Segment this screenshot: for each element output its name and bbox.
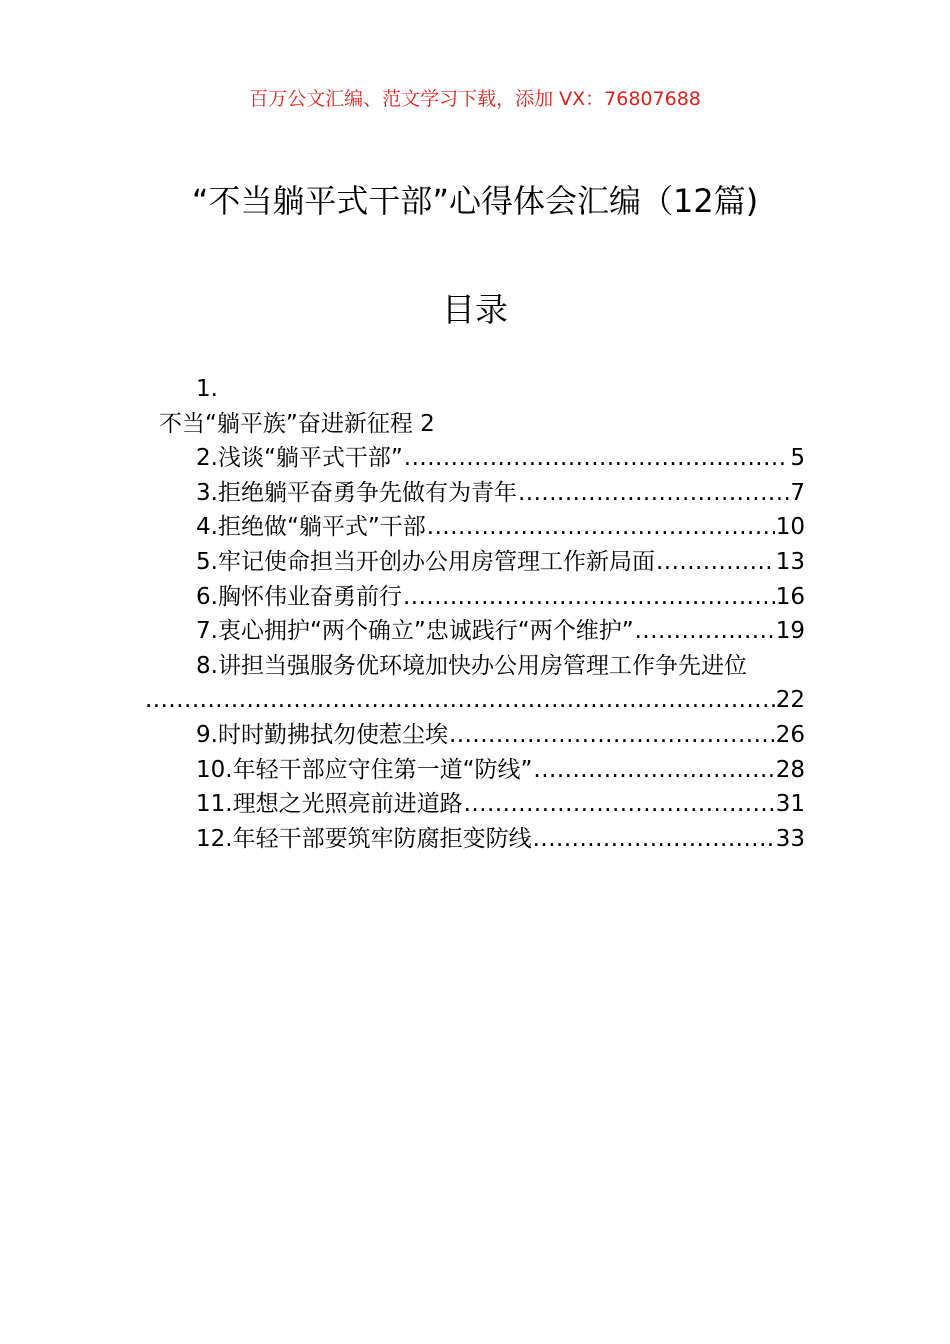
toc-item-page: 28 <box>775 756 805 783</box>
toc-item-page: 10 <box>775 514 805 541</box>
toc-item-title: 8.讲担当强服务优环境加快办公用房管理工作争先进位 <box>196 652 747 679</box>
toc-item-title: 11.理想之光照亮前进道路 <box>196 791 463 818</box>
toc-item-8-leader-line <box>0 683 950 718</box>
toc-item-title: 9.时时勤拂拭勿使惹尘埃 <box>196 721 448 748</box>
toc-item-title: 2.浅谈“躺平式干部” <box>196 445 403 472</box>
toc-item-6[interactable] <box>0 580 950 615</box>
toc-item-page: 31 <box>775 791 805 818</box>
toc-item-page: 19 <box>775 618 805 645</box>
toc-item-title: 6.胸怀伟业奋勇前行 <box>196 583 402 610</box>
toc-leader-dots <box>145 683 776 718</box>
toc-item-title: 3.拒绝躺平奋勇争先做有为青年 <box>196 479 517 506</box>
toc-item-page: 5 <box>790 445 805 472</box>
toc-item-3[interactable] <box>0 476 950 511</box>
toc-item-title: 7.衷心拥护“两个确立”忠诚践行“两个维护” <box>196 618 634 645</box>
toc-leader-dots <box>403 580 775 615</box>
toc-item-title: 4.拒绝做“躺平式”干部 <box>196 514 426 541</box>
toc-item-1[interactable] <box>0 407 950 442</box>
document-title: “不当躺平式干部”心得体会汇编（12篇) <box>191 182 759 220</box>
table-of-contents <box>0 372 950 856</box>
toc-item-4[interactable] <box>0 510 950 545</box>
toc-leader-dots <box>449 718 775 753</box>
toc-item-title: 5.牢记使命担当开创办公用房管理工作新局面 <box>196 548 655 575</box>
toc-item-1-title: 不当“躺平族”奋进新征程 <box>159 410 413 437</box>
toc-leader-dots <box>427 510 775 545</box>
toc-item-page: 26 <box>775 721 805 748</box>
toc-item-page: 7 <box>790 479 805 506</box>
toc-leader-dots <box>533 753 774 788</box>
toc-item-title: 12.年轻干部要筑牢防腐拒变防线 <box>196 825 532 852</box>
toc-leader-dots <box>404 441 790 476</box>
toc-leader-dots <box>464 787 775 822</box>
toc-item-12[interactable] <box>0 822 950 857</box>
toc-item-page: 33 <box>775 825 805 852</box>
header-note: 百万公文汇编、范文学习下载，添加 VX：76807688 <box>249 88 701 110</box>
toc-item-page: 13 <box>775 548 805 575</box>
toc-item-7[interactable] <box>0 614 950 649</box>
toc-item-2[interactable] <box>0 441 950 476</box>
toc-leader-dots <box>635 614 775 649</box>
toc-item-page: 22 <box>775 687 805 714</box>
toc-item-1-page: 2 <box>420 410 435 437</box>
toc-item-10[interactable] <box>0 753 950 788</box>
toc-leader-dots <box>518 476 789 511</box>
toc-item-11[interactable] <box>0 787 950 822</box>
toc-item-1-number: 1. <box>196 376 218 402</box>
toc-heading: 目录 <box>442 290 508 329</box>
toc-leader-dots <box>656 545 775 580</box>
toc-leader-dots <box>533 822 775 857</box>
toc-item-9[interactable] <box>0 718 950 753</box>
toc-item-page: 16 <box>775 583 805 610</box>
toc-item-title: 10.年轻干部应守住第一道“防线” <box>196 756 533 783</box>
toc-item-8[interactable] <box>0 649 950 684</box>
toc-item-5[interactable] <box>0 545 950 580</box>
